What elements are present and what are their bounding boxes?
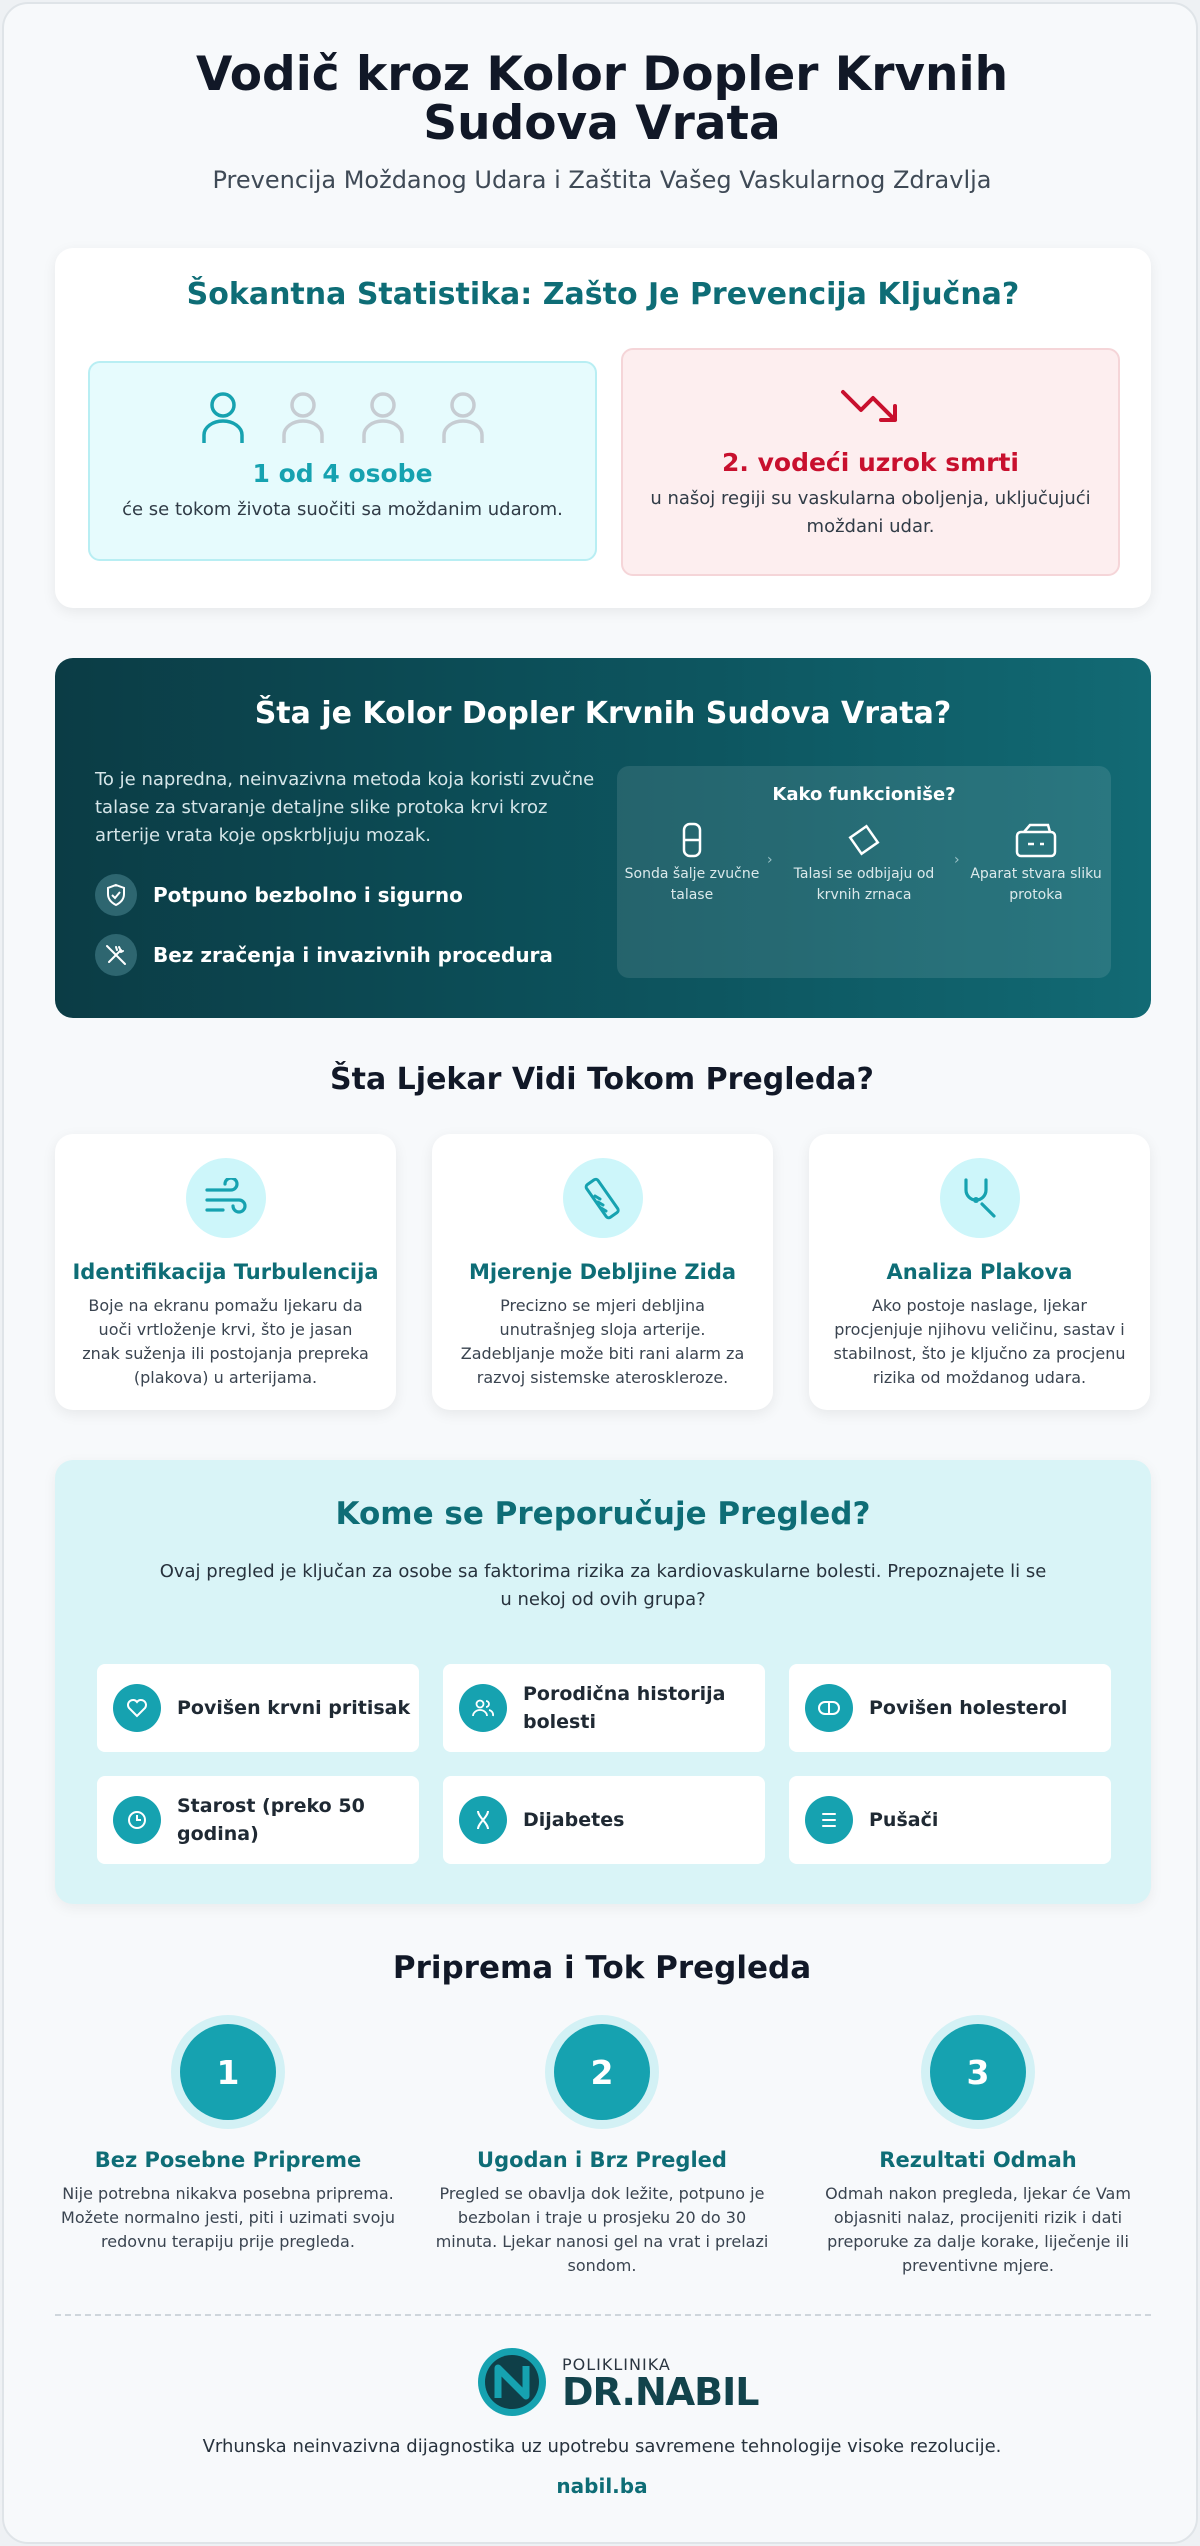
cigarette-icon [805,1796,853,1844]
how-step-label: Sonda šalje zvučne talase [624,866,760,903]
logo-small-text: POLIKLINIKA [562,2354,671,2374]
risk-item-blood-pressure [97,1664,419,1752]
risk-item-diabetes [443,1776,765,1864]
wind-icon [186,1158,266,1238]
person-icon [360,391,406,445]
clinic-logo [476,2346,758,2418]
how-title: Kako funkcioniše? [772,784,956,805]
capsule-icon [805,1684,853,1732]
logo-mark-icon [476,2346,548,2418]
arrow-icon: › [954,852,960,868]
stats-title: Šokantna Statistika: Zašto Je Prevencija Ključna? [186,277,1020,312]
step-number: 1 [180,2024,276,2120]
step-text: Odmah nakon pregleda, ljekar će Vam objasniti nalaz, procijeniti rizik i dati preporuke za dalje korake, liječenje ili preventivne mjere. [825,2184,1131,2275]
step-number: 3 [930,2024,1026,2120]
steps-title: Priprema i Tok Pregleda [392,1950,812,1986]
footer-text: Vrhunska neinvazivna dijagnostika uz upotrebu savremene tehnologije visoke rezolucije. [202,2436,1002,2457]
step-1 [48,2024,408,2254]
infographic-page [2,2,1198,2544]
how-step-probe [617,822,767,906]
step-number: 2 [554,2024,650,2120]
step-title: Rezultati Odmah [879,2148,1077,2172]
arrow-icon: › [767,852,773,868]
page-title: Vodič kroz Kolor Dopler Krvnih Sudova Vrata [195,47,1009,151]
what-is-text: To je napredna, neinvazivna metoda koja koristi zvučne talase za stvaranje detaljne slike protoka krvi kroz arterije vrata koje opskrbljuju mozak. [95,769,595,846]
feature-no-radiation [95,934,553,976]
what-is-section [55,658,1151,1018]
risk-label: Starost (preko 50 godina) [177,1795,365,1845]
header [4,47,1198,194]
how-step-monitor [961,822,1111,906]
clock-icon [113,1796,161,1844]
stat-value: 1 od 4 osobe [252,459,433,488]
step-title: Bez Posebne Pripreme [94,2148,362,2172]
dna-icon [459,1796,507,1844]
no-radiation-icon [95,934,137,976]
stat-card-cause-of-death [621,348,1120,576]
stat-card-one-in-four [88,361,597,561]
page-subtitle: Prevencija Moždanog Udara i Zaštita Vašeg Vaskularnog Zdravlja [212,166,992,194]
sees-title: Šta Ljekar Vidi Tokom Pregleda? [330,1062,874,1097]
how-step-label: Talasi se odbijaju od krvnih zrnaca [793,866,935,903]
sees-card-title: Identifikacija Turbulencija [72,1260,379,1284]
stat-value: 2. vodeći uzrok smrti [722,448,1019,477]
risk-label: Povišen holesterol [869,1697,1068,1719]
how-step-label: Aparat stvara sliku protoka [970,866,1102,903]
shield-icon [95,874,137,916]
step-text: Nije potrebna nikakva posebna priprema. Možete normalno jesti, piti i uzimati svoju redovnu terapiju prije pregleda. [61,2184,395,2251]
divider [55,2314,1151,2316]
monitor-icon [1014,822,1058,858]
recommend-title: Kome se Preporučuje Pregled? [335,1496,871,1532]
how-it-works-box [617,766,1111,978]
feature-label: Potpuno bezbolno i sigurno [153,883,463,907]
risk-item-cholesterol [789,1664,1111,1752]
sees-card-wall-thickness [432,1134,773,1410]
stat-text: u našoj regiji su vaskularna oboljenja, uključujući moždani udar. [650,488,1091,537]
what-is-title: Šta je Kolor Dopler Krvnih Sudova Vrata? [254,696,952,731]
risk-label: Porodična historija bolesti [523,1683,726,1733]
trend-down-icon [839,386,903,426]
risk-label: Povišen krvni pritisak [177,1697,411,1719]
logo-big-text: DR.NABIL [562,2369,759,2414]
sees-card-turbulence [55,1134,396,1410]
step-2 [422,2024,782,2278]
person-icon [280,391,326,445]
step-text: Pregled se obavlja dok ležite, potpuno je bezbolan i traje u prosjeku 20 do 30 minuta. Ljekar nanosi gel na vrat i prelazi sondom. [435,2184,769,2275]
website-link[interactable]: nabil.ba [556,2474,648,2498]
step-title: Ugodan i Brz Pregled [477,2148,727,2172]
family-icon [459,1684,507,1732]
feature-painless [95,874,463,916]
step-3 [798,2024,1158,2278]
diamond-icon [846,822,882,858]
sees-card-text: Ako postoje naslage, ljekar procjenjuje njihovu veličinu, sastav i stabilnost, što je ključno za procjenu rizika od moždanog udara. [833,1296,1126,1387]
person-icon [200,391,246,445]
probe-icon [679,822,705,858]
person-icon [440,391,486,445]
stat-text: će se tokom života suočiti sa moždanim udarom. [122,499,563,520]
risk-label: Dijabetes [523,1809,625,1831]
stats-section [55,248,1151,608]
feature-label: Bez zračenja i invazivnih procedura [153,943,553,967]
risk-item-smokers [789,1776,1111,1864]
sees-card-text: Boje na ekranu pomažu ljekaru da uoči vrtloženje krvi, što je jasan znak suženja ili postojanja prepreka (plakova) u arterijama. [82,1296,369,1387]
ruler-icon [563,1158,643,1238]
sees-card-title: Mjerenje Debljine Zida [468,1260,737,1284]
sees-card-title: Analiza Plakova [886,1260,1073,1284]
stethoscope-icon [940,1158,1020,1238]
sees-card-text: Precizno se mjeri debljina unutrašnjeg sloja arterije. Zadebljanje može biti rani alarm za razvoj sistemske ateroskleroze. [460,1296,745,1387]
recommend-section [55,1460,1151,1904]
sees-card-plaque [809,1134,1150,1410]
person-icons [90,391,595,445]
how-step-waves [789,822,939,906]
risk-item-family-history [443,1664,765,1752]
risk-item-age [97,1776,419,1864]
risk-label: Pušači [869,1809,939,1831]
recommend-text: Ovaj pregled je ključan za osobe sa faktorima rizika za kardiovaskularne bolesti. Prepoznajete li se u nekoj od ovih grupa? [159,1561,1047,1610]
heart-icon [113,1684,161,1732]
